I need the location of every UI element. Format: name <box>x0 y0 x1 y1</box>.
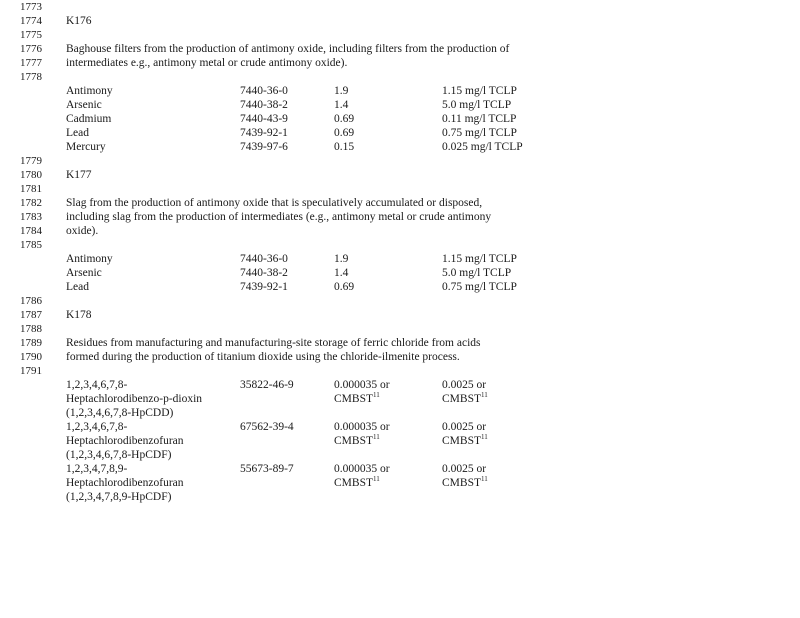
cas-number: 67562-39-4 <box>240 421 294 433</box>
wastewater-standard: 0.15 <box>334 141 355 153</box>
line-number: 1784 <box>20 225 42 237</box>
cmbst-text: CMBST <box>334 477 373 489</box>
nonwastewater-standard: 0.0025 or <box>442 379 487 391</box>
line-number: 1786 <box>20 295 42 307</box>
line-number: 1773 <box>20 1 42 13</box>
constituent-abbrev: (1,2,3,4,6,7,8-HpCDF) <box>66 449 172 461</box>
tclp-standard: 1.15 mg/l TCLP <box>442 253 517 265</box>
cmbst-text: CMBST <box>442 435 481 447</box>
line-number: 1783 <box>20 211 42 223</box>
wastewater-standard: 0.000035 or <box>334 463 390 475</box>
constituent-name: Heptachlorodibenzofuran <box>66 477 184 489</box>
line-number: 1780 <box>20 169 42 181</box>
constituent-abbrev: (1,2,3,4,7,8,9-HpCDF) <box>66 491 172 503</box>
cas-number: 7439-92-1 <box>240 127 288 139</box>
constituent-name: Antimony <box>66 253 113 265</box>
k176-description-line: intermediates e.g., antimony metal or crude antimony oxide). <box>66 57 348 69</box>
k177-description-line: oxide). <box>66 225 99 237</box>
constituent-name: Arsenic <box>66 99 102 111</box>
tclp-standard: 0.75 mg/l TCLP <box>442 127 517 139</box>
constituent-name: 1,2,3,4,6,7,8- <box>66 421 128 433</box>
nonwastewater-standard: 0.0025 or <box>442 421 487 433</box>
line-number: 1775 <box>20 29 42 41</box>
cas-number: 7440-43-9 <box>240 113 288 125</box>
constituent-abbrev: (1,2,3,4,6,7,8-HpCDD) <box>66 407 174 419</box>
line-number: 1782 <box>20 197 42 209</box>
cas-number: 55673-89-7 <box>240 463 294 475</box>
wastewater-standard: 1.4 <box>334 267 349 279</box>
constituent-name: Heptachlorodibenzo-p-dioxin <box>66 393 203 405</box>
footnote-marker: 11 <box>481 391 488 399</box>
cas-number: 7440-36-0 <box>240 85 288 97</box>
nonwastewater-standard: 0.0025 or <box>442 463 487 475</box>
wastewater-standard <box>334 476 380 490</box>
line-number: 1789 <box>20 337 42 349</box>
line-number: 1776 <box>20 43 42 55</box>
tclp-standard: 1.15 mg/l TCLP <box>442 85 517 97</box>
cas-number: 7439-97-6 <box>240 141 288 153</box>
cmbst-text: CMBST <box>334 435 373 447</box>
cmbst-text: CMBST <box>334 393 373 405</box>
nonwastewater-standard <box>442 476 488 490</box>
waste-code-k176: K176 <box>66 15 92 27</box>
k178-description-line: Residues from manufacturing and manufacturing-site storage of ferric chloride from acids <box>66 337 481 349</box>
wastewater-standard: 1.9 <box>334 85 349 97</box>
line-number: 1790 <box>20 351 42 363</box>
constituent-name: Arsenic <box>66 267 102 279</box>
wastewater-standard: 1.9 <box>334 253 349 265</box>
wastewater-standard: 0.69 <box>334 127 355 139</box>
footnote-marker: 11 <box>373 433 380 441</box>
footnote-marker: 11 <box>481 475 488 483</box>
line-number: 1785 <box>20 239 42 251</box>
nonwastewater-standard <box>442 392 488 406</box>
constituent-name: Lead <box>66 281 89 293</box>
cas-number: 7440-38-2 <box>240 267 288 279</box>
wastewater-standard: 0.000035 or <box>334 379 390 391</box>
nonwastewater-standard <box>442 434 488 448</box>
k177-description-line: including slag from the production of intermediates (e.g., antimony metal or crude antimony <box>66 211 492 223</box>
cas-number: 7440-36-0 <box>240 253 288 265</box>
footnote-marker: 11 <box>373 475 380 483</box>
wastewater-standard: 0.69 <box>334 281 355 293</box>
footnote-marker: 11 <box>373 391 380 399</box>
tclp-standard: 5.0 mg/l TCLP <box>442 99 512 111</box>
k178-description-line: formed during the production of titanium dioxide using the chloride-ilmenite process. <box>66 351 460 363</box>
wastewater-standard: 0.000035 or <box>334 421 390 433</box>
tclp-standard: 5.0 mg/l TCLP <box>442 267 512 279</box>
constituent-name: 1,2,3,4,7,8,9- <box>66 463 128 475</box>
line-number: 1791 <box>20 365 42 377</box>
tclp-standard: 0.75 mg/l TCLP <box>442 281 517 293</box>
line-number: 1787 <box>20 309 42 321</box>
constituent-name: 1,2,3,4,6,7,8- <box>66 379 128 391</box>
footnote-marker: 11 <box>481 433 488 441</box>
k177-description-line: Slag from the production of antimony oxide that is speculatively accumulated or disposed, <box>66 197 483 209</box>
cas-number: 7439-92-1 <box>240 281 288 293</box>
k176-description-line: Baghouse filters from the production of antimony oxide, including filters from the production of <box>66 43 510 55</box>
tclp-standard: 0.025 mg/l TCLP <box>442 141 523 153</box>
waste-code-k177: K177 <box>66 169 92 181</box>
constituent-name: Cadmium <box>66 113 112 125</box>
wastewater-standard <box>334 434 380 448</box>
line-number: 1777 <box>20 57 42 69</box>
cmbst-text: CMBST <box>442 393 481 405</box>
line-number: 1781 <box>20 183 42 195</box>
waste-code-k178: K178 <box>66 309 92 321</box>
line-number: 1774 <box>20 15 42 27</box>
wastewater-standard <box>334 392 380 406</box>
line-number: 1778 <box>20 71 42 83</box>
constituent-name: Antimony <box>66 85 113 97</box>
constituent-name: Mercury <box>66 141 106 153</box>
constituent-name: Lead <box>66 127 89 139</box>
line-number: 1779 <box>20 155 42 167</box>
cas-number: 7440-38-2 <box>240 99 288 111</box>
tclp-standard: 0.11 mg/l TCLP <box>442 113 517 125</box>
cmbst-text: CMBST <box>442 477 481 489</box>
wastewater-standard: 0.69 <box>334 113 355 125</box>
cas-number: 35822-46-9 <box>240 379 294 391</box>
constituent-name: Heptachlorodibenzofuran <box>66 435 184 447</box>
line-number: 1788 <box>20 323 42 335</box>
wastewater-standard: 1.4 <box>334 99 349 111</box>
